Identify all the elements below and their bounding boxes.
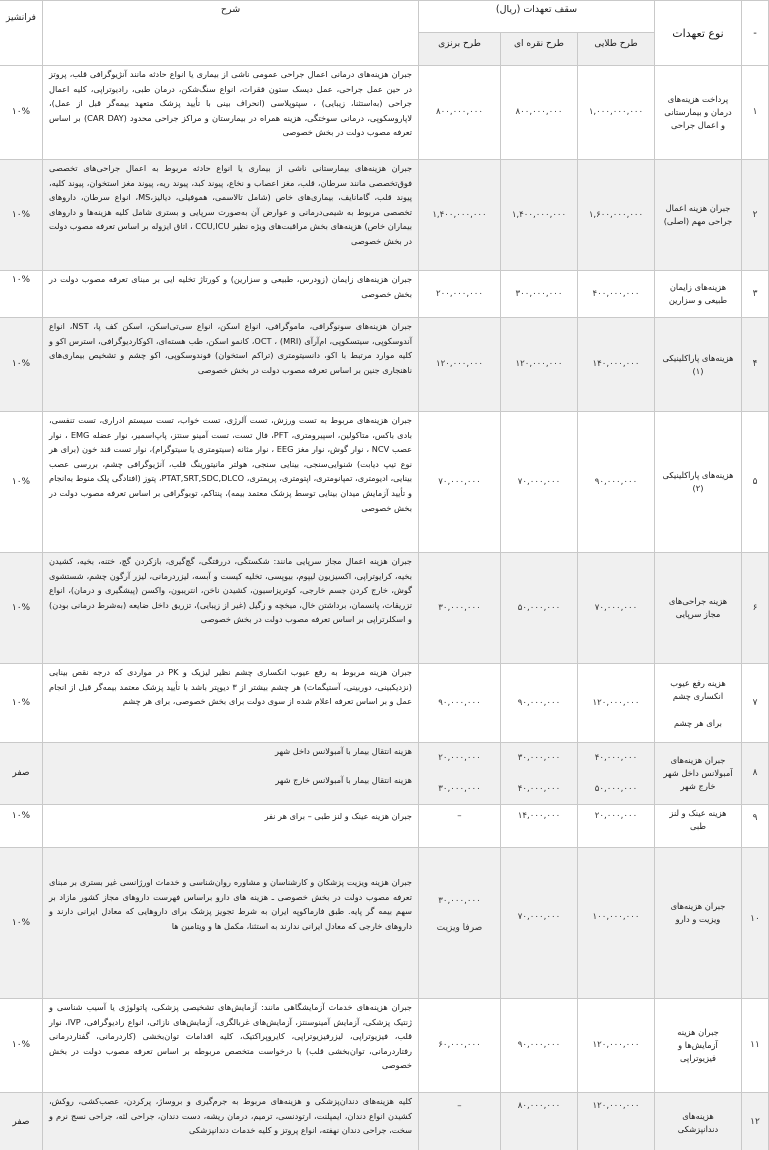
row-type: هزینه جراحی‌های مجاز سرپایی bbox=[655, 553, 742, 664]
amount-gold: ۹۰,۰۰۰,۰۰۰ bbox=[578, 412, 655, 553]
amount-silver: ۳۰۰,۰۰۰,۰۰۰ bbox=[501, 271, 578, 318]
row-type-label: هزینه رفع عیوب انکساری چشم bbox=[670, 677, 726, 701]
franchise: صفر bbox=[0, 1093, 43, 1150]
amount-silver: ۱,۴۰۰,۰۰۰,۰۰۰ bbox=[501, 160, 578, 271]
row-type: هزینه‌های پاراکلینیکی (۲) bbox=[655, 412, 742, 553]
header-gold: طرح طلایی bbox=[578, 33, 655, 66]
row-index: ۷ bbox=[742, 664, 769, 743]
row-index: ۸ bbox=[742, 743, 769, 805]
row-description: جبران هزینه‌های خدمات آزمایشگاهی مانند: آزمایش‌های تشخیصی پزشکی، پاتولوژی یا آسیب شناسی و ژنتیک پزشکی، آزمایش آمینوسنتز، آزمایش‌های غربالگری، آزمایش‌های نازائی، انواع رادیوگرافی، IVP، نوار قلب، فیزیوتراپی، لیزرفیزیوتراپی، کایروپراکتیک، کلیه اقدامات توان‌بخشی (کاردرمانی، گفتاردرمانی رفتاردرمانی، توان‌بخشی قلب) با درخواست متخصص مربوطه بر اساس تعرفه مصوب دولت در بخش خصوصی bbox=[43, 999, 419, 1093]
row-description: جبران هزینه‌های زایمان (زودرس، طبیعی و سزارین) و کورتاژ تخلیه ایی بر مبنای تعرفه مصوب دولت در بخش خصوصی bbox=[43, 271, 419, 318]
row-type: جبران هزینه آزمایش‌ها و فیزیوتراپی bbox=[655, 999, 742, 1093]
amount-bronze: ۱۲۰,۰۰۰,۰۰۰ bbox=[419, 318, 501, 412]
amount-bronze: – bbox=[419, 805, 501, 848]
amount-gold: ۱۲۰,۰۰۰,۰۰۰ bbox=[578, 999, 655, 1093]
row-index: ۳ bbox=[742, 271, 769, 318]
amount-bronze bbox=[419, 848, 501, 999]
row-description: کلیه هزینه‌های دندان‌پزشکی و هزینه‌های مربوط به جرم‌گیری و بروساژ، پرکردن، عصب‌کشی، روکش، کشیدن انواع دندان، ایمپلنت، ارتودنسی، ترمیم، درمان ریشه، دست دندان، جراحی لثه، جراحی نسج نرم و سخت، جراحی دندان نهفته، انواع پروتز و کلیه خدمات دندانپزشکی bbox=[43, 1093, 419, 1150]
amount-silver-outercity: ۴۰,۰۰۰,۰۰۰ bbox=[517, 783, 561, 794]
amount-gold: ۱,۶۰۰,۰۰۰,۰۰۰ bbox=[578, 160, 655, 271]
row-type: جبران هزینه اعمال جراحی مهم (اصلی) bbox=[655, 160, 742, 271]
table-row bbox=[0, 664, 769, 743]
row-type: جبران هزینه‌های آمبولانس داخل شهر خارج شهر bbox=[655, 743, 742, 805]
header-desc: شرح bbox=[43, 1, 419, 66]
amount-bronze: ۶۰,۰۰۰,۰۰۰ bbox=[419, 999, 501, 1093]
franchise: ۱۰% bbox=[0, 412, 43, 553]
amount-silver: ۸۰۰,۰۰۰,۰۰۰ bbox=[501, 66, 578, 160]
row-type: پرداخت هزینه‌های درمان و بیمارستانی و اعمال جراحی bbox=[655, 66, 742, 160]
desc-outercity: هزینه انتقال بیمار با آمبولانس خارج شهر bbox=[275, 774, 412, 785]
row-index: ۲ bbox=[742, 160, 769, 271]
table-row bbox=[0, 1093, 769, 1150]
amount-gold-intercity: ۴۰,۰۰۰,۰۰۰ bbox=[594, 752, 638, 763]
amount-silver: ۷۰,۰۰۰,۰۰۰ bbox=[501, 412, 578, 553]
row-index: ۵ bbox=[742, 412, 769, 553]
amount-gold: ۱۰۰,۰۰۰,۰۰۰ bbox=[578, 848, 655, 999]
table-row bbox=[0, 553, 769, 664]
row-index: ۶ bbox=[742, 553, 769, 664]
table-row bbox=[0, 318, 769, 412]
amount-gold-outercity: ۵۰,۰۰۰,۰۰۰ bbox=[594, 783, 638, 794]
amount-silver-intercity: ۳۰,۰۰۰,۰۰۰ bbox=[517, 752, 561, 763]
amount-bronze: ۹۰,۰۰۰,۰۰۰ bbox=[419, 664, 501, 743]
franchise: ۱۰% bbox=[0, 664, 43, 743]
table-row bbox=[0, 412, 769, 553]
amount-silver: ۹۰,۰۰۰,۰۰۰ bbox=[501, 999, 578, 1093]
amount-silver: ۷۰,۰۰۰,۰۰۰ bbox=[501, 848, 578, 999]
amount-bronze: ۲۰۰,۰۰۰,۰۰۰ bbox=[419, 271, 501, 318]
desc-intercity: هزینه انتقال بیمار با آمبولانس داخل شهر bbox=[275, 746, 412, 756]
header-bronze: طرح برنزی bbox=[419, 33, 501, 66]
amount-bronze: ۳۰,۰۰۰,۰۰۰ bbox=[419, 553, 501, 664]
amount-bronze-outercity: ۳۰,۰۰۰,۰۰۰ bbox=[438, 783, 481, 794]
franchise: ۱۰% bbox=[0, 848, 43, 999]
amount-gold: ۲۰,۰۰۰,۰۰۰ bbox=[578, 805, 655, 848]
row-index: ۱۰ bbox=[742, 848, 769, 999]
table-row bbox=[0, 848, 769, 999]
amount-bronze bbox=[419, 743, 501, 805]
row-index: ۱۱ bbox=[742, 999, 769, 1093]
franchise: ۱۰% bbox=[0, 160, 43, 271]
amount-gold: ۱۴۰,۰۰۰,۰۰۰ bbox=[578, 318, 655, 412]
amount-bronze: ۸۰۰,۰۰۰,۰۰۰ bbox=[419, 66, 501, 160]
row-description: جبران هزینه اعمال مجاز سرپایی مانند: شکستگی، دررفتگی، گچ‌گیری، بازکردن گچ، ختنه، بخیه، کشیدن بخیه، کرایوتراپی، اکسیزیون لیپوم، بیوپسی، تخلیه کیست و آبسه، لیزردرمانی، لیزر آرگون چشم، شستشوی گوش، خارج کردن جسم خارجی، کوتریزاسیون، کشیدن ناخن، انتریبون، واکسن (پیشگیری و درمان)، انواع تزریقات، پانسمان، برداشتن خال، میخچه و زگیل (غیر از زیبایی)، تزریق داخل ضایعه (به‌شرط درمانی بودن) و اسکلرتراپی بر اساس تعرفه مصوب دولت در بخش خصوصی bbox=[43, 553, 419, 664]
row-type-note: برای هر چشم bbox=[674, 717, 722, 728]
row-description: جبران هزینه‌های درمانی اعمال جراحی عمومی ناشی از بیماری یا انواع حادثه مانند آنژیوگرافی قلب، پروتز در حین عمل جراحی، عمل دیسک ستون فقرات، انواع سنگ‌شکن، درمان طبی، رادیوتراپی، کلیه اعمال جراحی (به‌استثنا، زیبایی) ، سپتوپلاسی (انحراف بینی با تأیید پزشک متعهد بیمه‌گر قبل از عمل)، لاپاروسکوپی، درمانی سوختگی، هزینه همراه در بیمارستان و مراکز جراحی محدود (CAR DAY) بر اساس تعرفه مصوب دولت در بخش خصوصی bbox=[43, 66, 419, 160]
row-index: ۱۲ bbox=[742, 1093, 769, 1150]
franchise: ۱۰% bbox=[0, 999, 43, 1093]
row-description: جبران هزینه مربوط به رفع عیوب انکساری چشم نظیر لیزیک و PK در مواردی که درجه نقص بینایی (نزدیکبینی، دوربینی، آستیگمات) هر چشم بیشتر از ۳ دیوپتر باشد با تأیید پزشک معتمد بیمه‌گر قبل از انجام عمل و بر اساس تعرفه اعلام شده از سوی دولت برای بخش خصوصی، برای هر چشم bbox=[43, 664, 419, 743]
amount-gold bbox=[578, 743, 655, 805]
amount-bronze: – bbox=[419, 1093, 501, 1150]
row-index: ۴ bbox=[742, 318, 769, 412]
row-description: جبران هزینه‌های سونوگرافی، ماموگرافی، انواع اسکن، انواع سی‌تی‌اسکن، اسکن کف پا، NST، انواع آندوسکوپی، سیتسکوپی، ام‌آرآی (MRI) ، OCT، کانمو اسکن، طب هسته‌ای، اکوکاردیوگرافی، استرس اکو و کلیه موارد مرتبط با اکو، دانسیتومتری (تراکم استخوان) فوندوسکوپی، اکو چشم و تشخیص بیماری‌های ناهنجاری جنین بر اساس تعرفه مصوب دولت در بخش خصوصی bbox=[43, 318, 419, 412]
row-description bbox=[43, 743, 419, 805]
amount-silver: ۹۰,۰۰۰,۰۰۰ bbox=[501, 664, 578, 743]
header-franchise: فرانشیز bbox=[0, 1, 43, 66]
amount-bronze-note: صرفا ویزیت bbox=[436, 922, 483, 933]
franchise: ۱۰% bbox=[0, 553, 43, 664]
header-silver: طرح نقره ای bbox=[501, 33, 578, 66]
table-row bbox=[0, 743, 769, 805]
row-description: جبران هزینه‌های بیمارستانی ناشی از بیماری یا انواع حادثه مربوط به اعمال جراحی‌های تخصصی فوق‌تخصصی مانند سرطان، قلب، مغز اعصاب و نخاع، پیوند کبد، پیوند ریه، پیوند مغز استخوان، پیوند کلیه، پیوند قلب، گامانایف، بیماری‌های خاص (شامل تالاسمی، هموفیلی، دیالیز،MS، انواع سرطان، داروهای تخصصی مربوط به شیمی‌درمانی و عوارض آن به‌صورت سرپایی و بستری شامل کلیه هزینه‌ها و داروهای بیماران خاص) هزینه‌های بخش مراقبت‌های ویژه نظیر CCU,ICU ، اتاق ایزوله بر اساس تعرفه مصوب دولت در بخش خصوصی bbox=[43, 160, 419, 271]
amount-silver: ۵۰,۰۰۰,۰۰۰ bbox=[501, 553, 578, 664]
row-type: جبران هزینه‌های ویزیت و دارو bbox=[655, 848, 742, 999]
amount-gold: ۱,۰۰۰,۰۰۰,۰۰۰ bbox=[578, 66, 655, 160]
amount-gold: ۱۲۰,۰۰۰,۰۰۰ bbox=[578, 664, 655, 743]
amount-silver: ۱۴,۰۰۰,۰۰۰ bbox=[501, 805, 578, 848]
row-type: هزینه‌های دندانپزشکی bbox=[655, 1093, 742, 1150]
amount-gold: ۴۰۰,۰۰۰,۰۰۰ bbox=[578, 271, 655, 318]
row-index: ۹ bbox=[742, 805, 769, 848]
franchise: صفر bbox=[0, 743, 43, 805]
row-type: هزینه‌های زایمان طبیعی و سزارین bbox=[655, 271, 742, 318]
table-row bbox=[0, 160, 769, 271]
amount-bronze: ۷۰,۰۰۰,۰۰۰ bbox=[419, 412, 501, 553]
franchise: ۱۰% bbox=[0, 66, 43, 160]
table-row bbox=[0, 805, 769, 848]
header-cap: سقف تعهدات (ریال) bbox=[419, 1, 655, 33]
amount-silver bbox=[501, 743, 578, 805]
table-row bbox=[0, 271, 769, 318]
row-description: جبران هزینه عینک و لنز طبی – برای هر نفر bbox=[43, 805, 419, 848]
row-type: هزینه‌های پاراکلینیکی (۱) bbox=[655, 318, 742, 412]
table-row bbox=[0, 66, 769, 160]
franchise: ۱۰% bbox=[0, 318, 43, 412]
franchise: ۱۰% bbox=[0, 271, 43, 318]
row-description: جبران هزینه‌های مربوط به تست ورزش، تست آلرژی، تست خواب، تست سیستم ادراری، تست تنفسی، بادی باکس، متاکولین، اسپیرومتری، PFT، فال تست، تست آمینو سنتز، پاپ‌اسمیر، نوار عضله EMG ، نوار عصب NCV ، نوار گوش، نوار مغز EEG ، نوار مثانه (سیتومتری یا سیتوگرام)، نوار تست قند خون (برای هر نوع تیپ دیابت) شنوایی‌سنجی، بینایی سنجی، هولتر مانیتورینگ قلب، آنژیوگرافی چشم، بررسی عصب بینایی، ادیومتری، تمپانومتری، اپتومتری، پریمتری، PTAT,SRT,SDC,DLCO، پتوز (افتادگی پلک منوط به‌انجام و تأیید آزمایش میدان بینایی توسط پزشک معتمد بیمه)، پنتاکم، توبوگرافی بر اساس تعرفه مصوب دولت در بخش خصوصی bbox=[43, 412, 419, 553]
amount-gold: ۷۰,۰۰۰,۰۰۰ bbox=[578, 553, 655, 664]
amount-silver: ۱۲۰,۰۰۰,۰۰۰ bbox=[501, 318, 578, 412]
franchise: ۱۰% bbox=[0, 805, 43, 848]
amount-bronze: ۱,۴۰۰,۰۰۰,۰۰۰ bbox=[419, 160, 501, 271]
table-row bbox=[0, 999, 769, 1093]
row-type: هزینه عینک و لنز طبی bbox=[655, 805, 742, 848]
amount-bronze-value: ۳۰,۰۰۰,۰۰۰ bbox=[438, 896, 481, 906]
header-type: نوع تعهدات bbox=[655, 1, 742, 66]
row-index: ۱ bbox=[742, 66, 769, 160]
row-description: جبران هزینه ویزیت پزشکان و کارشناسان و مشاوره روان‌شناسی و خدمات اورژانسی غیر بستری بر مبنای تعرفه مصوب دولت در بخش خصوصی ـ هزینه های دارو براساس فهرست داروهای مجاز کشور مازاد بر سهم بیمه گر پایه. طبق فارماکوپه ایران به شرط تجویز پزشک برای داروهایی که معادل ایرانی دارند و داروهای خارجی که معادل ایرانی ندارند به استثنا، مکمل ها و ویتامین ها bbox=[43, 848, 419, 999]
amount-gold: ۱۲۰,۰۰۰,۰۰۰ bbox=[578, 1093, 655, 1150]
amount-bronze-intercity: ۲۰,۰۰۰,۰۰۰ bbox=[438, 752, 481, 763]
amount-silver: ۸۰,۰۰۰,۰۰۰ bbox=[501, 1093, 578, 1150]
row-type bbox=[655, 664, 742, 743]
header-index: - bbox=[742, 1, 769, 66]
